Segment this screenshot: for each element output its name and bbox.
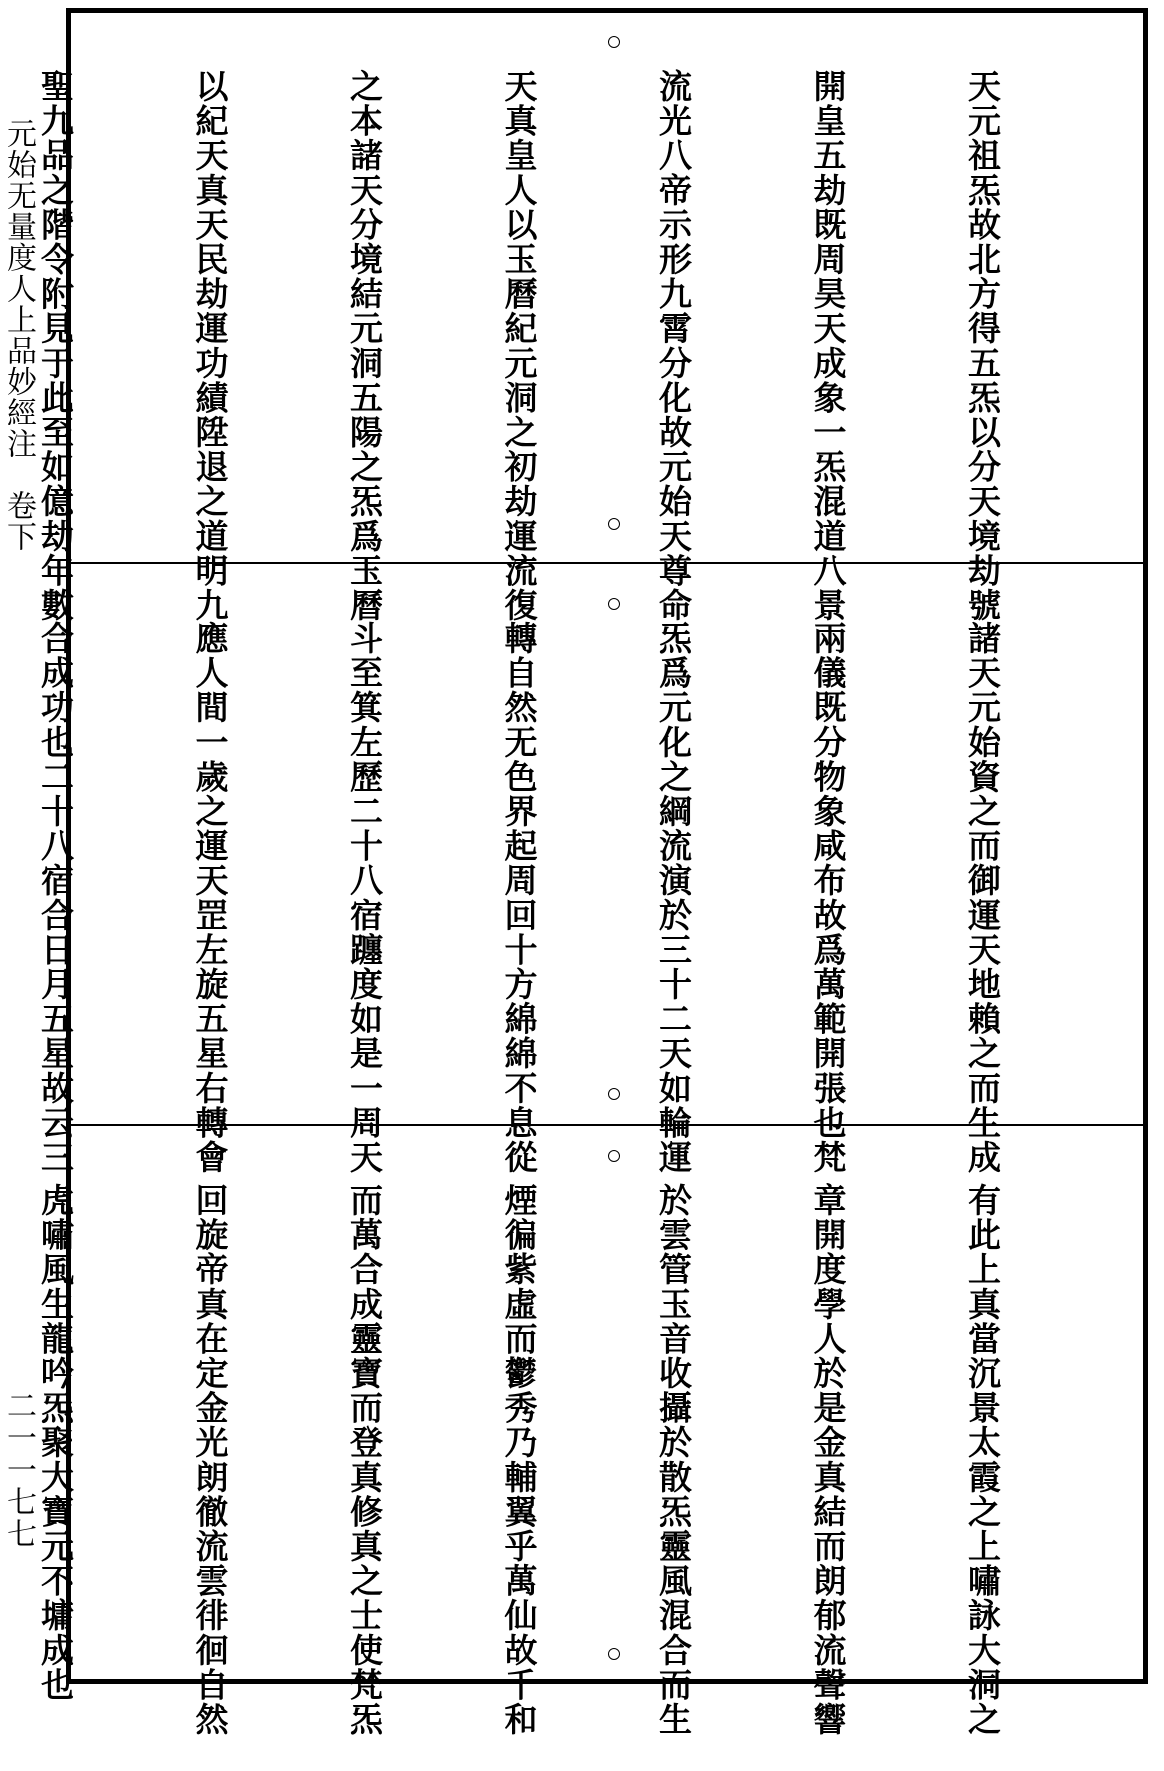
punctuation-circle-icon [608,1088,620,1100]
punctuation-circle-icon [608,518,620,530]
text-column: 天真皇人以玉曆紀元洞之初劫運流復 [499,69,539,623]
text-column: 合成功也二十八宿合日月五星故云三 [36,621,75,1175]
text-column: 開皇五劫既周昊天成象一炁混道八景 [808,69,848,623]
punctuation-circle-icon [608,1648,620,1660]
text-column: 回旋帝真在定金光朗徹流雲徘徊自然 [190,1183,230,1737]
page-number: 二一一七七 [1,1390,36,1550]
text-section-1 [36,13,1143,623]
text-column: 聖九品之階令附見于此至如億劫年數 [36,69,75,623]
text-section-3 [36,1127,1143,1737]
vertical-text-block [0,1183,1111,1771]
text-column: 之本諸天分境結元洞五陽之炁爲玉曆 [345,69,384,623]
punctuation-circle-icon [608,36,620,48]
text-column: 天元祖炁故北方得五炁以分天境劫號 [963,69,1002,623]
text-column: 流光八帝示形九霄分化故元始天尊命 [654,69,693,623]
vertical-text-block [0,621,1111,1209]
text-column: 虎嘯風生龍吟炁聚大寶元不墉成也 [36,1183,75,1702]
text-column: 應人間一歲之運天罡左旋五星右轉會 [190,621,230,1175]
punctuation-circle-icon [608,1150,620,1162]
text-column: 以紀天真天民劫運功績陞退之道明九 [190,69,230,623]
text-column: 諸天元始資之而御運天地賴之而生成 [963,621,1002,1175]
text-column: 炁爲元化之綱流演於三十二天如輪運 [654,621,693,1175]
text-column: 有此上真當沉景太霞之上嘯詠大洞之 [963,1183,1002,1737]
text-column: 斗至箕左歷二十八宿躔度如是一周天 [345,621,384,1175]
punctuation-circle-icon [608,598,620,610]
text-section-2 [36,565,1143,1175]
text-column: 轉自然无色界起周回十方綿綿不息從 [499,621,539,1175]
book-title-margin: 元始无量度人上品妙經注 卷下 [1,118,36,552]
text-column: 而萬合成靈寶而登真修真之士使梵炁 [345,1183,384,1737]
text-column: 於雲管玉音收攝於散炁靈風混合而生 [654,1183,693,1737]
text-column: 章開度學人於是金真結而朗郁流聲響 [808,1183,848,1737]
text-column: 兩儀既分物象咸布故爲萬範開張也梵 [808,621,848,1175]
text-column: 煙徧紫虛而鬱秀乃輔翼乎萬仙故千和 [499,1183,539,1737]
